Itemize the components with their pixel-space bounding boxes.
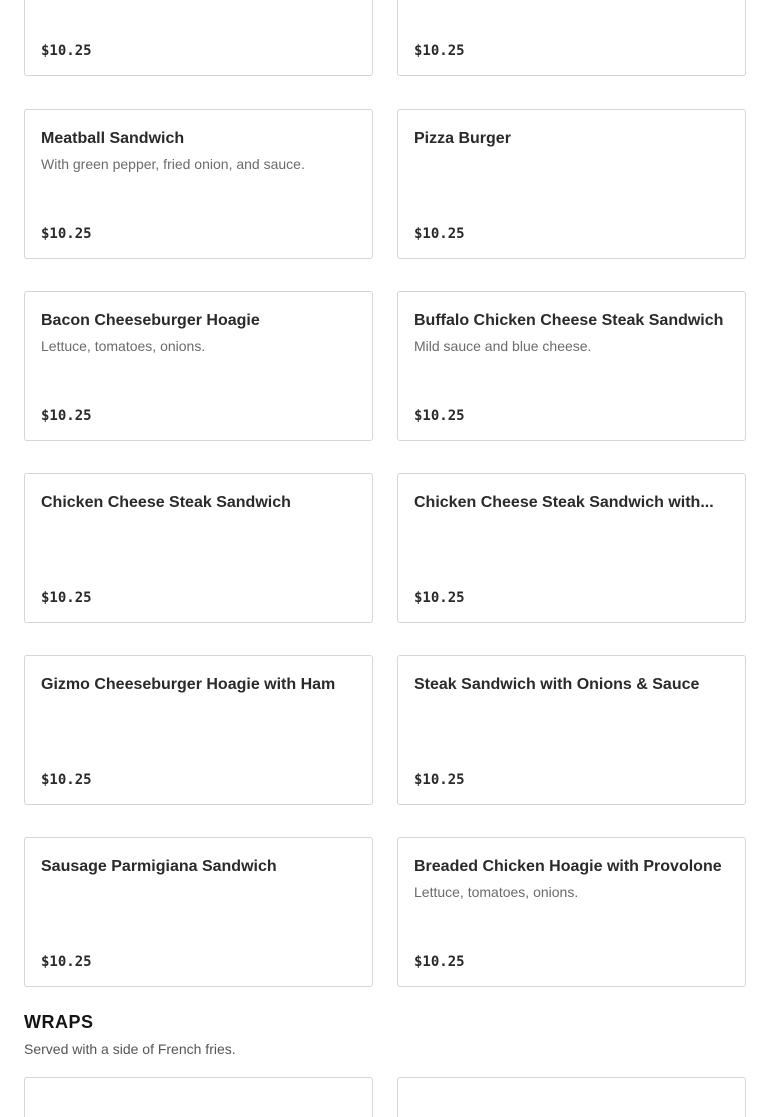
item-price: $10.25 (41, 43, 92, 59)
item-name: Gizmo Cheeseburger Hoagie with Ham (41, 676, 336, 693)
item-price: $10.25 (414, 590, 465, 606)
section-description: Served with a side of French fries. (24, 1041, 236, 1057)
menu-grid-top (24, 0, 746, 76)
item-description: Mild sauce and blue cheese. (414, 338, 592, 354)
menu-item-card[interactable] (24, 0, 373, 76)
item-name: Meatball Sandwich (41, 130, 185, 147)
item-price: $10.25 (41, 590, 92, 606)
item-price: $10.25 (414, 43, 465, 59)
section-title-wraps: WRAPS (24, 1012, 94, 1032)
item-price: $10.25 (414, 954, 465, 970)
item-price: $10.25 (41, 772, 92, 788)
item-price: $10.25 (414, 226, 465, 242)
item-price: $10.25 (414, 772, 465, 788)
item-name: Breaded Chicken Hoagie with Provolone (414, 858, 722, 875)
item-price: $10.25 (41, 408, 92, 424)
item-name: Buffalo Chicken Cheese Steak Sandwich (414, 312, 724, 329)
menu-item-card[interactable] (397, 0, 746, 76)
menu-item-card[interactable] (397, 109, 746, 259)
item-name: Steak Sandwich with Onions & Sauce (414, 676, 700, 693)
menu-item-card[interactable] (24, 473, 373, 623)
item-name: Pizza Burger (414, 130, 511, 147)
item-name: Chicken Cheese Steak Sandwich with... (414, 494, 714, 511)
menu-item-card[interactable] (397, 837, 746, 987)
item-description: Lettuce, tomatoes, onions. (41, 338, 206, 354)
item-name: Sausage Parmigiana Sandwich (41, 858, 277, 875)
item-description: With green pepper, fried onion, and sauce. (41, 156, 305, 172)
item-name: Bacon Cheeseburger Hoagie (41, 312, 260, 329)
menu-grid-sandwiches (24, 109, 746, 987)
menu-item-card[interactable] (397, 473, 746, 623)
menu-item-card[interactable] (397, 1077, 746, 1117)
menu-grid-wraps (24, 1077, 746, 1117)
menu-item-card[interactable] (24, 655, 373, 805)
item-price: $10.25 (414, 408, 465, 424)
menu-item-card[interactable] (24, 837, 373, 987)
menu-item-card[interactable] (24, 1077, 373, 1117)
item-price: $10.25 (41, 954, 92, 970)
item-price: $10.25 (41, 226, 92, 242)
item-name: Chicken Cheese Steak Sandwich (41, 494, 291, 511)
menu-item-card[interactable] (397, 291, 746, 441)
menu-item-card[interactable] (397, 655, 746, 805)
item-description: Lettuce, tomatoes, onions. (414, 884, 579, 900)
menu-item-card[interactable] (24, 109, 373, 259)
menu-item-card[interactable] (24, 291, 373, 441)
